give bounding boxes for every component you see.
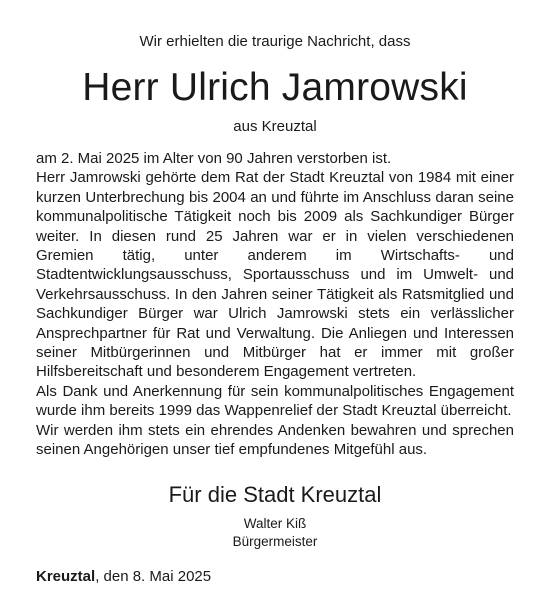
notice-body (36, 149, 514, 460)
place: Kreuztal (36, 568, 96, 585)
body-paragraph: am 2. Mai 2025 im Alter von 90 Jahren verstorben ist. (36, 150, 392, 167)
signoff-line: Für die Stadt Kreuztal (168, 482, 382, 507)
body-paragraph: Wir werden ihm stets ein ehrendes Andenken bewahren und sprechen seinen Angehörigen unser tief empfundenes Mitgefühl aus. (36, 421, 514, 459)
signer-name: Walter Kiß (243, 516, 307, 531)
deceased-name: Herr Ulrich Jamrowski (82, 66, 468, 109)
body-paragraph: Herr Jamrowski gehörte dem Rat der Stadt Kreuztal von 1984 mit einer kurzen Unterbrechung bis 2004 an und führte im Anschluss daran seine kommunalpolitische Tätigkeit noch bis 2009 als Sachkundiger Bürger weiter. In diesen rund 25 Jahren war er in vielen verschiedenen Gremien tätig, unter anderem im Wirtschafts- und Stadtentwicklungsausschuss, Sportausschuss und im Umwelt- und Verkehrsausschuss. In den Jahren seiner Tätigkeit als Ratsmitglied und Sachkundiger Bürger war Ulrich Jamrowski stets ein verlässlicher Ansprechpartner für Rat und Verwaltung. Die Anliegen und Interessen seiner Mitbürgerinnen und Mitbürger hat er immer mit großer Hilfsbereitschaft und besonderem Engagement vertreten. (36, 169, 514, 381)
signer-block (0, 515, 550, 551)
origin-line: aus Kreuztal (233, 118, 317, 135)
date: , den 8. Mai 2025 (95, 568, 212, 585)
place-date-line (36, 568, 211, 586)
body-paragraph: Als Dank und Anerkennung für sein kommunalpolitisches Engagement wurde ihm bereits 1999 das Wappenrelief der Stadt Kreuztal überreicht. (36, 382, 514, 420)
signer-title: Bürgermeister (232, 534, 318, 549)
intro-line: Wir erhielten die traurige Nachricht, dass (139, 33, 411, 50)
